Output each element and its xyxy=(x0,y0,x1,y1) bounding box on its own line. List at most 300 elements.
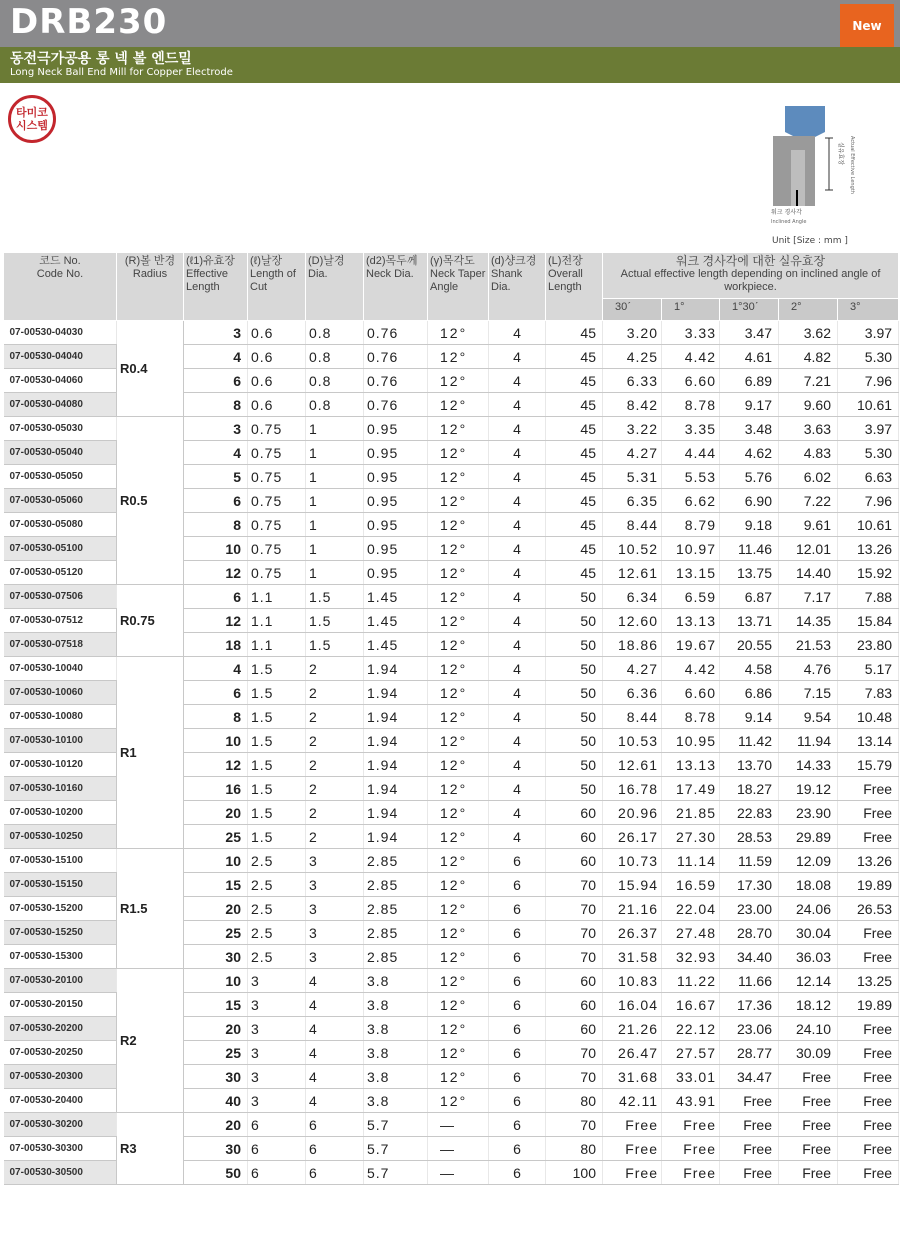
work-length-cell: 8.78 xyxy=(662,393,720,417)
taper-angle-cell: 12° xyxy=(428,345,489,369)
neck-dia-cell: 1.94 xyxy=(364,729,428,753)
effective-length-cell: 6 xyxy=(184,681,248,705)
work-length-cell: 18.12 xyxy=(779,993,838,1017)
table-row xyxy=(4,585,899,609)
table-row xyxy=(4,969,899,993)
effective-length-cell: 50 xyxy=(184,1161,248,1185)
shank-dia-cell: 4 xyxy=(489,441,546,465)
effective-length-cell: 18 xyxy=(184,633,248,657)
work-length-cell: 22.04 xyxy=(662,897,720,921)
shank-dia-cell: 4 xyxy=(489,489,546,513)
dia-cell: 3 xyxy=(306,849,364,873)
dia-cell: 0.8 xyxy=(306,345,364,369)
work-length-cell: 13.71 xyxy=(720,609,779,633)
neck-dia-cell: 0.95 xyxy=(364,417,428,441)
overall-length-cell: 45 xyxy=(546,345,603,369)
work-length-cell: 12.61 xyxy=(603,561,662,585)
neck-dia-cell: 2.85 xyxy=(364,921,428,945)
taper-angle-cell: 12° xyxy=(428,393,489,417)
work-length-cell: Free xyxy=(838,1113,899,1137)
taper-angle-cell: 12° xyxy=(428,417,489,441)
work-length-cell: 6.33 xyxy=(603,369,662,393)
taper-angle-cell: 12° xyxy=(428,945,489,969)
overall-length-cell: 70 xyxy=(546,1041,603,1065)
neck-dia-cell: 1.94 xyxy=(364,705,428,729)
col-effective: (ℓ1)유효장 Effective Length xyxy=(184,253,248,321)
code-cell: 07-00530-30200 xyxy=(4,1113,117,1137)
dia-cell: 0.8 xyxy=(306,321,364,345)
shank-dia-cell: 6 xyxy=(489,1089,546,1113)
effective-length-cell: 25 xyxy=(184,825,248,849)
taper-angle-cell: 12° xyxy=(428,585,489,609)
work-length-cell: 14.40 xyxy=(779,561,838,585)
work-length-cell: 28.77 xyxy=(720,1041,779,1065)
work-length-cell: Free xyxy=(779,1113,838,1137)
work-length-cell: 4.27 xyxy=(603,441,662,465)
work-length-cell: 6.63 xyxy=(838,465,899,489)
work-length-cell: 10.73 xyxy=(603,849,662,873)
taper-angle-cell: 12° xyxy=(428,681,489,705)
dia-cell: 4 xyxy=(306,1089,364,1113)
work-length-cell: 13.14 xyxy=(838,729,899,753)
length-of-cut-cell: 6 xyxy=(248,1137,306,1161)
dia-cell: 1 xyxy=(306,417,364,441)
overall-length-cell: 45 xyxy=(546,513,603,537)
effective-length-cell: 10 xyxy=(184,537,248,561)
dia-cell: 3 xyxy=(306,945,364,969)
neck-dia-cell: 1.94 xyxy=(364,657,428,681)
work-length-cell: 7.21 xyxy=(779,369,838,393)
col-radius: (R)볼 반경 Radius xyxy=(117,253,184,321)
effective-length-cell: 20 xyxy=(184,801,248,825)
work-length-cell: Free xyxy=(838,945,899,969)
code-cell: 07-00530-05050 xyxy=(4,465,117,489)
work-length-cell: 27.30 xyxy=(662,825,720,849)
neck-dia-cell: 0.95 xyxy=(364,537,428,561)
effective-length-cell: 20 xyxy=(184,897,248,921)
code-cell: 07-00530-05060 xyxy=(4,489,117,513)
code-cell: 07-00530-30300 xyxy=(4,1137,117,1161)
neck-dia-cell: 2.85 xyxy=(364,945,428,969)
diagram-side-en: Actual Effective Length xyxy=(849,136,855,194)
work-length-cell: 6.62 xyxy=(662,489,720,513)
taper-angle-cell: 12° xyxy=(428,657,489,681)
code-cell: 07-00530-05040 xyxy=(4,441,117,465)
code-cell: 07-00530-10200 xyxy=(4,801,117,825)
taper-angle-cell: — xyxy=(428,1161,489,1185)
length-of-cut-cell: 1.5 xyxy=(248,777,306,801)
length-of-cut-cell: 1.5 xyxy=(248,801,306,825)
neck-dia-cell: 5.7 xyxy=(364,1113,428,1137)
taper-angle-cell: 12° xyxy=(428,1089,489,1113)
overall-length-cell: 45 xyxy=(546,393,603,417)
code-cell: 07-00530-04080 xyxy=(4,393,117,417)
shank-dia-cell: 4 xyxy=(489,825,546,849)
work-length-cell: 19.89 xyxy=(838,993,899,1017)
shank-dia-cell: 6 xyxy=(489,873,546,897)
dia-cell: 2 xyxy=(306,681,364,705)
length-of-cut-cell: 1.5 xyxy=(248,657,306,681)
overall-length-cell: 60 xyxy=(546,849,603,873)
overall-length-cell: 45 xyxy=(546,441,603,465)
code-cell: 07-00530-15200 xyxy=(4,897,117,921)
dia-cell: 3 xyxy=(306,873,364,897)
table-row xyxy=(4,417,899,441)
work-length-cell: 4.42 xyxy=(662,345,720,369)
work-length-cell: 24.10 xyxy=(779,1017,838,1041)
work-length-cell: 17.49 xyxy=(662,777,720,801)
work-length-cell: 8.78 xyxy=(662,705,720,729)
work-length-cell: 15.94 xyxy=(603,873,662,897)
code-cell: 07-00530-10250 xyxy=(4,825,117,849)
length-of-cut-cell: 0.6 xyxy=(248,345,306,369)
effective-length-cell: 12 xyxy=(184,609,248,633)
diagram-label-en: Inclined Angle xyxy=(771,219,807,225)
overall-length-cell: 60 xyxy=(546,1017,603,1041)
work-length-cell: 21.26 xyxy=(603,1017,662,1041)
code-cell: 07-00530-20100 xyxy=(4,969,117,993)
work-length-cell: 7.96 xyxy=(838,489,899,513)
work-length-cell: 3.62 xyxy=(779,321,838,345)
work-length-cell: Free xyxy=(603,1161,662,1185)
neck-dia-cell: 3.8 xyxy=(364,969,428,993)
col-cut: (ℓ)날장 Length of Cut xyxy=(248,253,306,321)
dia-cell: 1.5 xyxy=(306,633,364,657)
dia-cell: 3 xyxy=(306,897,364,921)
work-length-cell: 7.83 xyxy=(838,681,899,705)
taper-angle-cell: 12° xyxy=(428,705,489,729)
work-length-cell: 14.35 xyxy=(779,609,838,633)
effective-length-cell: 30 xyxy=(184,1065,248,1089)
work-length-cell: 15.84 xyxy=(838,609,899,633)
radius-cell: R1 xyxy=(117,657,184,849)
work-length-cell: 6.59 xyxy=(662,585,720,609)
neck-dia-cell: 1.45 xyxy=(364,633,428,657)
shank-dia-cell: 4 xyxy=(489,633,546,657)
work-length-cell: 34.47 xyxy=(720,1065,779,1089)
shank-dia-cell: 6 xyxy=(489,849,546,873)
shank-dia-cell: 4 xyxy=(489,681,546,705)
col-work-header: 워크 경사각에 대한 실유효장 Actual effective length depending on inclined angle of workpiece. xyxy=(603,253,899,299)
work-length-cell: 11.59 xyxy=(720,849,779,873)
work-length-cell: 30.09 xyxy=(779,1041,838,1065)
overall-length-cell: 45 xyxy=(546,369,603,393)
shank-dia-cell: 4 xyxy=(489,729,546,753)
dia-cell: 4 xyxy=(306,1017,364,1041)
work-length-cell: 4.83 xyxy=(779,441,838,465)
work-length-cell: 12.09 xyxy=(779,849,838,873)
shank-dia-cell: 4 xyxy=(489,753,546,777)
work-length-cell: 11.42 xyxy=(720,729,779,753)
work-length-cell: 26.17 xyxy=(603,825,662,849)
dia-cell: 2 xyxy=(306,705,364,729)
length-of-cut-cell: 0.75 xyxy=(248,513,306,537)
work-length-cell: Free xyxy=(662,1113,720,1137)
work-length-cell: 3.48 xyxy=(720,417,779,441)
overall-length-cell: 50 xyxy=(546,633,603,657)
radius-cell: R0.5 xyxy=(117,417,184,585)
work-length-cell: 10.52 xyxy=(603,537,662,561)
neck-dia-cell: 0.95 xyxy=(364,489,428,513)
effective-length-cell: 12 xyxy=(184,753,248,777)
work-length-cell: 12.61 xyxy=(603,753,662,777)
col-angle-1-30: 1°30ˊ xyxy=(720,299,779,321)
effective-length-cell: 4 xyxy=(184,657,248,681)
length-of-cut-cell: 6 xyxy=(248,1113,306,1137)
length-of-cut-cell: 2.5 xyxy=(248,945,306,969)
taper-angle-cell: 12° xyxy=(428,537,489,561)
work-length-cell: 4.44 xyxy=(662,441,720,465)
work-length-cell: 22.12 xyxy=(662,1017,720,1041)
taper-angle-cell: 12° xyxy=(428,441,489,465)
code-cell: 07-00530-20150 xyxy=(4,993,117,1017)
overall-length-cell: 80 xyxy=(546,1137,603,1161)
length-of-cut-cell: 3 xyxy=(248,993,306,1017)
effective-length-cell: 30 xyxy=(184,1137,248,1161)
overall-length-cell: 70 xyxy=(546,1113,603,1137)
taper-angle-cell: 12° xyxy=(428,465,489,489)
length-of-cut-cell: 0.6 xyxy=(248,321,306,345)
code-cell: 07-00530-10080 xyxy=(4,705,117,729)
col-code: 코드 No. Code No. xyxy=(4,253,117,321)
overall-length-cell: 70 xyxy=(546,873,603,897)
work-length-cell: 28.53 xyxy=(720,825,779,849)
neck-dia-cell: 3.8 xyxy=(364,1089,428,1113)
shank-dia-cell: 4 xyxy=(489,369,546,393)
length-of-cut-cell: 3 xyxy=(248,1017,306,1041)
code-cell: 07-00530-07512 xyxy=(4,609,117,633)
length-of-cut-cell: 2.5 xyxy=(248,921,306,945)
work-length-cell: Free xyxy=(838,1089,899,1113)
neck-dia-cell: 1.94 xyxy=(364,777,428,801)
length-of-cut-cell: 1.1 xyxy=(248,609,306,633)
work-length-cell: 12.14 xyxy=(779,969,838,993)
dia-cell: 4 xyxy=(306,1065,364,1089)
length-of-cut-cell: 3 xyxy=(248,1041,306,1065)
tool-diagram-icon xyxy=(765,102,865,232)
length-of-cut-cell: 1.5 xyxy=(248,753,306,777)
col-taper: (γ)목각도 Neck Taper Angle xyxy=(428,253,489,321)
code-cell: 07-00530-15100 xyxy=(4,849,117,873)
work-length-cell: Free xyxy=(779,1137,838,1161)
overall-length-cell: 45 xyxy=(546,321,603,345)
work-length-cell: 13.25 xyxy=(838,969,899,993)
shank-dia-cell: 6 xyxy=(489,993,546,1017)
work-length-cell: 6.02 xyxy=(779,465,838,489)
work-length-cell: 24.06 xyxy=(779,897,838,921)
work-length-cell: 6.36 xyxy=(603,681,662,705)
work-length-cell: 6.89 xyxy=(720,369,779,393)
work-length-cell: 3.22 xyxy=(603,417,662,441)
effective-length-cell: 8 xyxy=(184,705,248,729)
work-length-cell: 15.79 xyxy=(838,753,899,777)
work-length-cell: 17.36 xyxy=(720,993,779,1017)
length-of-cut-cell: 0.75 xyxy=(248,417,306,441)
work-length-cell: 4.61 xyxy=(720,345,779,369)
work-length-cell: Free xyxy=(838,1041,899,1065)
overall-length-cell: 45 xyxy=(546,561,603,585)
work-length-cell: 28.70 xyxy=(720,921,779,945)
code-cell: 07-00530-05100 xyxy=(4,537,117,561)
diagram-side-ko: 실유효장 xyxy=(837,142,844,166)
work-length-cell: 20.55 xyxy=(720,633,779,657)
length-of-cut-cell: 0.75 xyxy=(248,537,306,561)
length-of-cut-cell: 0.6 xyxy=(248,369,306,393)
work-length-cell: Free xyxy=(720,1137,779,1161)
work-length-cell: 14.33 xyxy=(779,753,838,777)
code-cell: 07-00530-05030 xyxy=(4,417,117,441)
taper-angle-cell: 12° xyxy=(428,1065,489,1089)
length-of-cut-cell: 1.5 xyxy=(248,705,306,729)
neck-dia-cell: 0.76 xyxy=(364,393,428,417)
neck-dia-cell: 2.85 xyxy=(364,849,428,873)
work-length-cell: 32.93 xyxy=(662,945,720,969)
product-title: DRB230 xyxy=(10,2,168,42)
work-length-cell: 16.67 xyxy=(662,993,720,1017)
neck-dia-cell: 0.95 xyxy=(364,465,428,489)
work-length-cell: 13.70 xyxy=(720,753,779,777)
work-length-cell: Free xyxy=(838,777,899,801)
radius-cell: R0.4 xyxy=(117,321,184,417)
shank-dia-cell: 4 xyxy=(489,609,546,633)
code-cell: 07-00530-10100 xyxy=(4,729,117,753)
shank-dia-cell: 4 xyxy=(489,465,546,489)
neck-dia-cell: 1.45 xyxy=(364,609,428,633)
code-cell: 07-00530-10060 xyxy=(4,681,117,705)
work-length-cell: 15.92 xyxy=(838,561,899,585)
table-row xyxy=(4,1113,899,1137)
overall-length-cell: 50 xyxy=(546,585,603,609)
work-length-cell: 3.97 xyxy=(838,417,899,441)
work-length-cell: 11.14 xyxy=(662,849,720,873)
work-length-cell: Free xyxy=(838,921,899,945)
shank-dia-cell: 6 xyxy=(489,921,546,945)
dia-cell: 1 xyxy=(306,441,364,465)
work-length-cell: 23.90 xyxy=(779,801,838,825)
work-length-cell: Free xyxy=(838,1065,899,1089)
work-length-cell: 23.00 xyxy=(720,897,779,921)
code-cell: 07-00530-15150 xyxy=(4,873,117,897)
length-of-cut-cell: 0.75 xyxy=(248,489,306,513)
work-length-cell: 10.61 xyxy=(838,393,899,417)
overall-length-cell: 60 xyxy=(546,825,603,849)
work-length-cell: 4.42 xyxy=(662,657,720,681)
dia-cell: 1.5 xyxy=(306,585,364,609)
work-length-cell: 6.87 xyxy=(720,585,779,609)
code-cell: 07-00530-20300 xyxy=(4,1065,117,1089)
work-length-cell: 33.01 xyxy=(662,1065,720,1089)
taper-angle-cell: 12° xyxy=(428,849,489,873)
neck-dia-cell: 0.76 xyxy=(364,369,428,393)
neck-dia-cell: 0.76 xyxy=(364,321,428,345)
dia-cell: 1.5 xyxy=(306,609,364,633)
work-length-cell: 5.30 xyxy=(838,441,899,465)
effective-length-cell: 15 xyxy=(184,873,248,897)
col-shank: (d)샹크경 Shank Dia. xyxy=(489,253,546,321)
dia-cell: 6 xyxy=(306,1137,364,1161)
effective-length-cell: 25 xyxy=(184,1041,248,1065)
length-of-cut-cell: 2.5 xyxy=(248,897,306,921)
work-length-cell: 29.89 xyxy=(779,825,838,849)
radius-cell: R2 xyxy=(117,969,184,1113)
length-of-cut-cell: 3 xyxy=(248,969,306,993)
neck-dia-cell: 3.8 xyxy=(364,1041,428,1065)
shank-dia-cell: 4 xyxy=(489,801,546,825)
dia-cell: 1 xyxy=(306,465,364,489)
shank-dia-cell: 6 xyxy=(489,945,546,969)
work-length-cell: Free xyxy=(662,1161,720,1185)
work-length-cell: Free xyxy=(779,1065,838,1089)
dia-cell: 2 xyxy=(306,729,364,753)
taper-angle-cell: 12° xyxy=(428,489,489,513)
taper-angle-cell: 12° xyxy=(428,609,489,633)
length-of-cut-cell: 1.5 xyxy=(248,681,306,705)
work-length-cell: 19.67 xyxy=(662,633,720,657)
shank-dia-cell: 4 xyxy=(489,417,546,441)
overall-length-cell: 50 xyxy=(546,777,603,801)
work-length-cell: 11.46 xyxy=(720,537,779,561)
work-length-cell: 4.58 xyxy=(720,657,779,681)
code-cell: 07-00530-04030 xyxy=(4,321,117,345)
overall-length-cell: 60 xyxy=(546,993,603,1017)
dia-cell: 2 xyxy=(306,801,364,825)
work-length-cell: Free xyxy=(720,1113,779,1137)
taper-angle-cell: 12° xyxy=(428,561,489,585)
overall-length-cell: 70 xyxy=(546,945,603,969)
work-length-cell: 16.59 xyxy=(662,873,720,897)
work-length-cell: 3.97 xyxy=(838,321,899,345)
work-length-cell: 7.15 xyxy=(779,681,838,705)
code-cell: 07-00530-05120 xyxy=(4,561,117,585)
work-length-cell: Free xyxy=(779,1161,838,1185)
work-length-cell: 9.14 xyxy=(720,705,779,729)
work-length-cell: 16.78 xyxy=(603,777,662,801)
overall-length-cell: 45 xyxy=(546,489,603,513)
overall-length-cell: 50 xyxy=(546,657,603,681)
taper-angle-cell: 12° xyxy=(428,753,489,777)
work-length-cell: 27.48 xyxy=(662,921,720,945)
neck-dia-cell: 3.8 xyxy=(364,1017,428,1041)
overall-length-cell: 100 xyxy=(546,1161,603,1185)
code-cell: 07-00530-10120 xyxy=(4,753,117,777)
work-length-cell: 10.53 xyxy=(603,729,662,753)
length-of-cut-cell: 0.75 xyxy=(248,561,306,585)
dia-cell: 2 xyxy=(306,825,364,849)
effective-length-cell: 40 xyxy=(184,1089,248,1113)
code-cell: 07-00530-10040 xyxy=(4,657,117,681)
work-length-cell: 3.33 xyxy=(662,321,720,345)
length-of-cut-cell: 1.1 xyxy=(248,633,306,657)
title-bar xyxy=(0,0,900,47)
work-length-cell: 3.47 xyxy=(720,321,779,345)
work-length-cell: 7.96 xyxy=(838,369,899,393)
work-length-cell: 9.18 xyxy=(720,513,779,537)
work-length-cell: Free xyxy=(838,825,899,849)
work-length-cell: Free xyxy=(603,1137,662,1161)
neck-dia-cell: 1.94 xyxy=(364,681,428,705)
work-length-cell: 36.03 xyxy=(779,945,838,969)
neck-dia-cell: 1.94 xyxy=(364,825,428,849)
taper-angle-cell: 12° xyxy=(428,969,489,993)
work-length-cell: 18.27 xyxy=(720,777,779,801)
length-of-cut-cell: 0.6 xyxy=(248,393,306,417)
work-length-cell: 3.20 xyxy=(603,321,662,345)
code-cell: 07-00530-10160 xyxy=(4,777,117,801)
shank-dia-cell: 6 xyxy=(489,1041,546,1065)
work-length-cell: 16.04 xyxy=(603,993,662,1017)
work-length-cell: 4.62 xyxy=(720,441,779,465)
work-length-cell: 13.26 xyxy=(838,849,899,873)
